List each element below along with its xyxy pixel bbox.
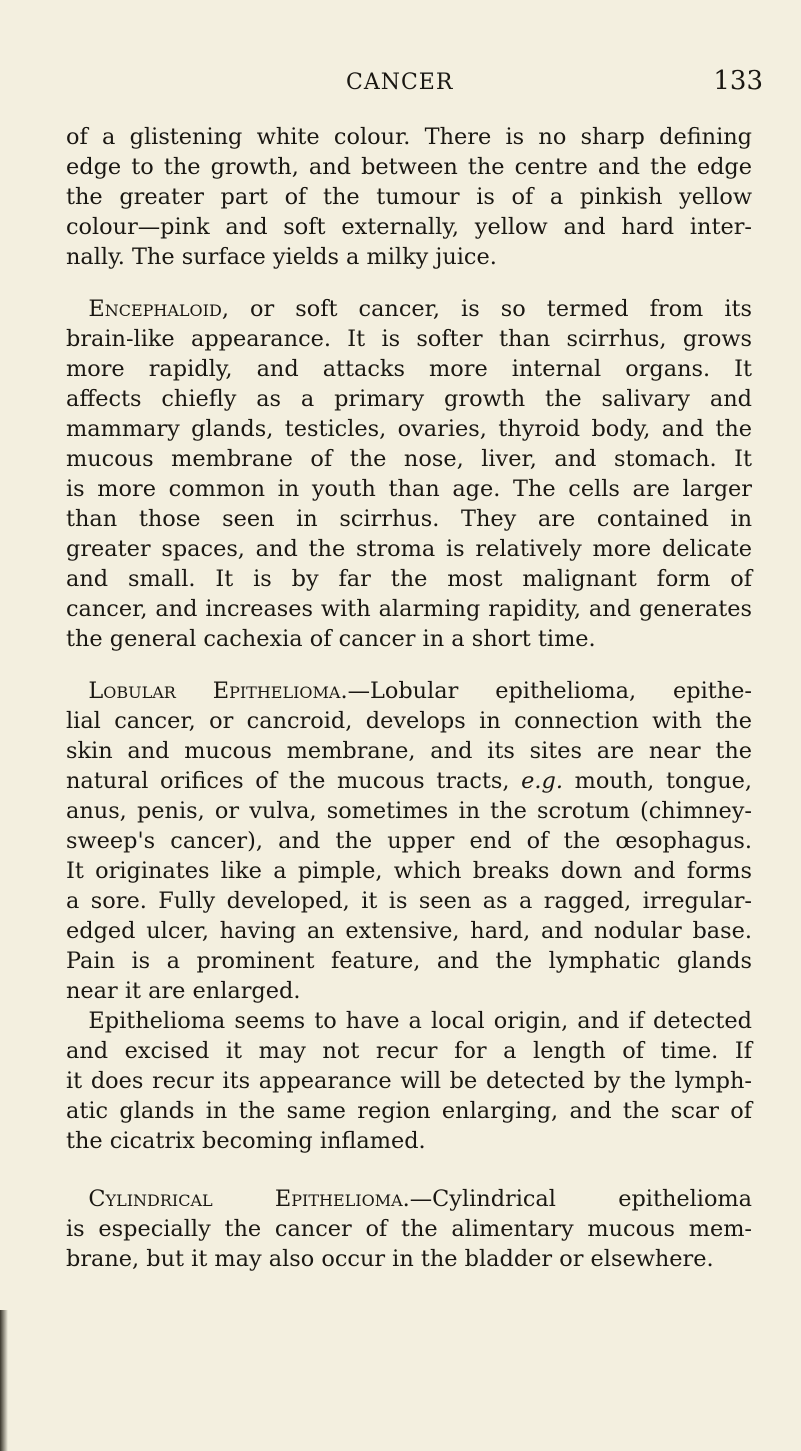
text-line — [66, 676, 752, 706]
paragraph-gap — [66, 654, 752, 676]
text-line: it does recur its appearance will be detected by the lymph- — [66, 1068, 752, 1094]
text-line: mucous membrane of the nose, liver, and stomach. It — [66, 446, 752, 472]
text-line: near it are enlarged. — [66, 978, 301, 1004]
text-line: the greater part of the tumour is of a pinkish yellow — [66, 184, 752, 210]
text-line: the general cachexia of cancer in a short time. — [66, 626, 596, 652]
text-run: natural orifices of the mucous tracts, — [66, 768, 522, 794]
text-line: of a glistening white colour. There is no sharp defining — [66, 124, 752, 150]
text-line — [66, 1006, 752, 1036]
text-run: —Cylindrical epithelioma — [409, 1186, 753, 1212]
text-line: cancer, and increases with alarming rapidity, and generates — [66, 596, 752, 622]
text-line: greater spaces, and the stroma is relatively more delicate — [66, 536, 752, 562]
text-line: is especially the cancer of the alimentary mucous mem- — [66, 1216, 752, 1242]
text-line: brane, but it may also occur in the bladder or elsewhere. — [66, 1246, 714, 1272]
text-line: brain-like appearance. It is softer than scirrhus, grows — [66, 326, 752, 352]
section-heading-encephaloid: Encephaloid, — [88, 296, 229, 322]
body-text — [66, 122, 752, 1274]
text-line: sweep's cancer), and the upper end of the œsophagus. — [66, 828, 752, 854]
page-number: 133 — [713, 66, 763, 96]
text-line: colour—pink and soft externally, yellow and hard inter- — [66, 214, 752, 240]
text-line: and excised it may not recur for a length of time. If — [66, 1038, 752, 1064]
text-line: edged ulcer, having an extensive, hard, and nodular base. — [66, 918, 752, 944]
paragraph-gap — [66, 272, 752, 294]
paragraph-encephaloid — [66, 294, 752, 654]
text-line: atic glands in the same region enlarging, and the scar of — [66, 1098, 752, 1124]
text-run: or soft cancer, is so termed from its — [228, 296, 752, 322]
text-run: mouth, tongue, — [562, 768, 752, 794]
text-line: more rapidly, and attacks more internal organs. It — [66, 356, 752, 382]
text-line: It originates like a pimple, which breaks down and forms — [66, 858, 752, 884]
text-line: nally. The surface yields a milky juice. — [66, 244, 497, 270]
text-run: —Lobular epithelioma, epithe- — [347, 678, 752, 704]
paragraph-glistening — [66, 122, 752, 272]
text-line: affects chiefly as a primary growth the salivary and — [66, 386, 752, 412]
text-line: and small. It is by far the most malignant form of — [66, 566, 752, 592]
text-line: mammary glands, testicles, ovaries, thyroid body, and the — [66, 416, 752, 442]
text-line: anus, penis, or vulva, sometimes in the scrotum (chimney- — [66, 798, 752, 824]
text-line: a sore. Fully developed, it is seen as a ragged, irregular- — [66, 888, 752, 914]
paragraph-cylindrical-epithelioma — [66, 1184, 752, 1274]
page-edge-shadow — [0, 1310, 8, 1451]
text-line: edge to the growth, and between the centre and the edge — [66, 154, 752, 180]
text-line: than those seen in scirrhus. They are contained in — [66, 506, 752, 532]
text-line — [66, 766, 752, 796]
text-line: is more common in youth than age. The cells are larger — [66, 476, 752, 502]
italic-abbreviation: e.g. — [521, 768, 563, 794]
running-title: CANCER — [346, 70, 454, 95]
running-head — [0, 66, 801, 106]
paragraph-gap — [66, 1156, 752, 1184]
paragraph-epithelioma-origin — [66, 1006, 752, 1156]
text-line: the cicatrix becoming inflamed. — [66, 1128, 426, 1154]
text-line: lial cancer, or cancroid, develops in connection with the — [66, 708, 752, 734]
text-run: Epithelioma seems to have a local origin, and if detected — [88, 1008, 752, 1034]
text-line — [66, 1184, 752, 1214]
paragraph-lobular-epithelioma — [66, 676, 752, 1006]
section-heading-lobular: Lobular Epithelioma. — [88, 678, 348, 704]
text-line: skin and mucous membrane, and its sites are near the — [66, 738, 752, 764]
section-heading-cylindrical: Cylindrical Epithelioma. — [88, 1186, 410, 1212]
text-line — [66, 294, 752, 324]
text-line: Pain is a prominent feature, and the lymphatic glands — [66, 948, 752, 974]
